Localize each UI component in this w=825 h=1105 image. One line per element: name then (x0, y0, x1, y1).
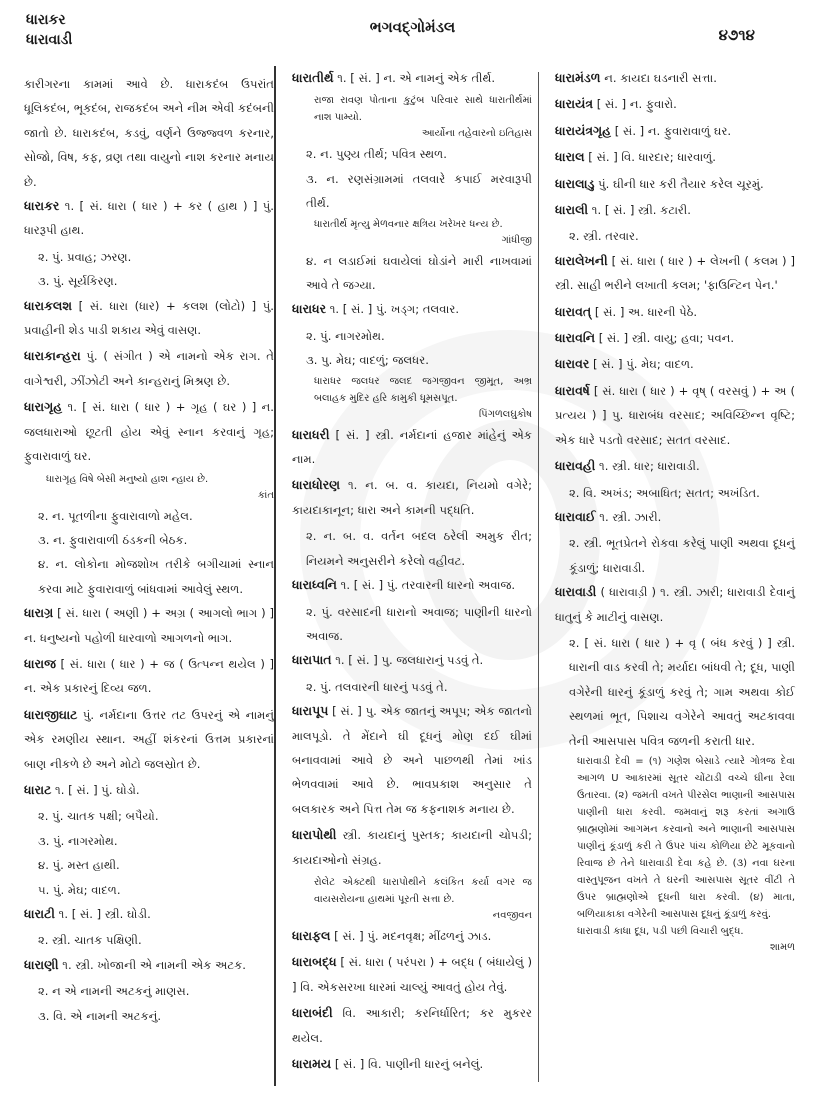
sub-definition: ૩. પું. નાગરમોથ. (38, 833, 118, 848)
dictionary-entry (555, 326, 795, 350)
sub-definition: ૨. પું. ચાતક પક્ષી; બપૈયો. (38, 809, 159, 824)
definition: પું. ઘીની ધાર કરી તૈયાર કરેલ ચૂરમું. (594, 176, 764, 191)
definition: પું. ( સંગીત ) એ નામનો એક રાગ. તે વાગેશ્વરી, ઝીંઝોટી અને કાન્હરાનું મિશ્રણ છે. (24, 349, 274, 388)
dictionary-entry (292, 699, 532, 821)
headword: ધારાધરી (292, 426, 330, 442)
headword: ધારાવહી (555, 458, 596, 474)
dictionary-entry (292, 1052, 532, 1076)
headword: ધારાલ (555, 149, 585, 165)
sub-definition: ૨. ન એ નામની અટકનું માણસ. (38, 984, 190, 999)
dictionary-entry (24, 778, 274, 802)
sub-definition: ૨. ન. પૂતળીના ફુવારાવાળો મહેલ. (38, 508, 193, 523)
headword: ધારાકલશ (24, 297, 73, 313)
dictionary-entry (24, 344, 274, 393)
headword: ધારાલાડુ (555, 175, 595, 191)
dictionary-entry (555, 145, 795, 169)
headword: ધારાકર (24, 198, 60, 214)
sub-definition: ૩. પુ. મેઘ; વાદળું; જલધર. (306, 353, 429, 368)
sub-definition: ૨. પું. નાગરમોથ. (306, 328, 385, 343)
citation-quote: ધારાગૃહ વિષે બેસી મનુષ્યો હાશ ન્હાય છે. (46, 473, 209, 485)
sub-definition: ૨. ન. પુણ્ય તીર્થ; પવિત્ર સ્થળ. (306, 147, 447, 162)
headword: ધારાબદ્ધ (292, 954, 337, 970)
definition: ૧. સ્ત્રી. ખોજાની એ નામની એક અટક. (58, 957, 246, 972)
definition: [ સં. ધારા ( ધાર ) + જ ( ઉત્પન્ન થયેલ ) ] ન. એક પ્રકારનું દિવ્ય જળ. (24, 656, 274, 696)
dictionary-entry (292, 473, 532, 522)
headword: ધારાપૂપ (292, 703, 329, 719)
dictionary-entry (24, 902, 274, 926)
citation-quote: ધારાવાડી દેવી = (૧) ગણેશ બેસાડે ત્યારે ગોત્રજ દેવા આગળ U આકારમાં સૂતર ચોંટાડી વચ્ચે ઘીના રેલા ઉતારવા. (૨) જમતી વખતે પીરસેલ ભાણાની આસપાસ પાણીની ધારા કરવી. જમવાનું શરૂ કરતાં અગાઉ બ્રાહ્મણોમાં આગમન કરવાનો અને ભાણાની આસપાસ પાણીનું કૂંડાળું કરી તે ઉપર પાંચ કોળિયા છેટે મૂકવાનો રિવાજ છે તેને ધારાવાડી દેવા કહે છે. (૩) નવા ઘરના વાસ્તુપૂજન વખતે તે ઘરની આસપાસ સૂતર વીંટી તે ઉપર બ્રાહ્મણોએ દૂધની ધારા કરવી. (૪) માતા, બળિયાકાકા વગેરેની આસપાસ દૂધનું કૂંડાળું કરવું. (577, 755, 795, 920)
column-divider (538, 72, 539, 1082)
sub-definition: ૨. સ્ત્રી. ચાતક પક્ષિણી. (38, 933, 142, 948)
headword: ધારાધોરણ (292, 477, 341, 493)
sub-definition: ૩. વિ. એ નામની અટકનું. (38, 1008, 162, 1023)
citation-quote: રાજા રાવણ પોતાના કુટુંબ પરિવાર સાથે ધારાતીર્થમાં નાશ પામ્યો. (314, 95, 532, 124)
definition: [ સં. ] વિ. પાણીની ધારનું બનેલું. (331, 1057, 484, 1071)
continued-text: કારીગરના કામમાં આવે છે. ધારાકદંબ ઉપરાંત ધૂલિકદંબ, ભૂકદંબ, રાજકદંબ અને નીમ એવી કદંબની જાતો છે. ધારાકદંબ, કડવું, વર્ણને ઉજ્જ્વળ કરનાર, સોજો, વિષ, કફ, વ્રણ તથા વાયુનો નાશ કરનાર મનાય છે. (24, 77, 274, 189)
definition: સ્ત્રી. કાયદાનું પુસ્તક; કાયદાની ચોપડી; કાયદાઓનો સંગ્રહ. (292, 828, 532, 867)
headword: ધારાજ (24, 655, 56, 671)
dictionary-entry (24, 194, 274, 243)
headword: ધારાવાડી (555, 584, 597, 600)
definition: [ સં. ધારા ( પરંપરા ) + બદ્ધ ( બંધાયેલું ) ] વિ. એકસરખા ધારમાં ચાલ્યું આવતું હોય તેવું. (292, 955, 532, 994)
headword: ધારાવાઈ (555, 508, 596, 524)
sub-definition: ૨. વિ. અખંડ; અબાધિત; સતત; અખંડિત. (569, 485, 760, 500)
definition: [ સં. ધારા ( ધાર ) + લેખની ( કલમ ) ] સ્ત્રી. સાહી ભરીને લખાતી કલમ; 'ફાઉન્ટિન પેન.' (555, 253, 795, 293)
definition: [ સં. ] ન. ફુવારો. (593, 97, 677, 112)
headword: ધારાલેખની (555, 252, 608, 268)
definition: ૧. સ્ત્રી. ઝારી. (595, 509, 662, 524)
sub-definition: ૩. પું. સૂર્યકિરણ. (38, 274, 118, 289)
headword: ધારામય (292, 1056, 332, 1071)
citation-source: ગાંધીજી (501, 234, 532, 246)
dictionary-entry (555, 454, 795, 478)
headword: ધારાગ્ર (24, 605, 54, 621)
citation-quote: રોલેટ એક્ટથી ધારાપોથીને કલંકિત કર્યા વગર જ વાયસરોયના હાથમાં પૂરતી સત્તા છે. (314, 876, 532, 905)
citation-source: આર્યોના તહેવારનો ઇતિહાસ (421, 128, 532, 140)
citation-source: કાંત (257, 489, 274, 501)
dictionary-entry (24, 395, 274, 468)
headword: ધારાલી (555, 202, 589, 218)
headword: ધારાવનિ (555, 330, 596, 346)
citation-quote: ધારાધર જલધર જલદ જગજીવન જીમૂત, અભ્ર બલાહક મુદિર હરિ કામુકી ધૂમસપૂત. (314, 375, 532, 404)
definition: [ સં. ધારા ( ધાર ) + વૃષ્ ( વરસવું ) + અ ( પ્રત્યય ) ] પુ. ધારાબંધ વરસાદ; અવિચ્છિન્ન વૃષ્ટિ; એક ધારે પડતો વરસાદ; સતત વરસાદ. (555, 383, 795, 447)
page-title: ભગવદ્ગોમંડલ (369, 18, 456, 36)
headword: ધારાજીઘાટ (24, 706, 78, 722)
dictionary-entry (555, 379, 795, 452)
dictionary-entry (24, 294, 274, 343)
dictionary-entry (292, 423, 532, 472)
column-1 (24, 72, 274, 1028)
sub-definition: ૩. ન. રણસંગ્રામમાં તલવારે કપાઈ મરવારૂપી તીર્થ. (306, 171, 532, 211)
sub-definition: ૪. ન લડાઈમાં ઘવાયેલાં ઘોડાંને મારી નાખવામાં આવે તે જગ્યા. (306, 253, 532, 293)
dictionary-entry (555, 119, 795, 143)
column-divider (274, 66, 276, 1086)
citation-source: નવજીવન (492, 909, 532, 921)
sub-definition: ૪. પું. મસ્ત હાથી. (38, 858, 120, 873)
citation-quote: ધારાવાડી કાધા દૂધ, પડી પછી વિચારી બુદ્ધ. (577, 925, 744, 937)
dictionary-entry (292, 1001, 532, 1050)
definition: ૧. સ્ત્રી. ધાર; ધારાવાડી. (595, 459, 700, 474)
headword: ધારાટ (24, 781, 52, 797)
guide-word-last: ધારાવાડી (26, 32, 73, 48)
definition: [ સં. ] વિ. ધારદાર; ધારવાળું. (584, 150, 716, 165)
headword: ધારાપોથી (292, 827, 337, 843)
definition: ૧. [ સં. ] સ્ત્રી. ઘોડી. (54, 907, 151, 921)
definition: ૧. ન. બ. વ. કાયદા, નિયમો વગેરે; કાયદાકાનૂન; ધારા અને કામની પદ્ધતિ. (292, 478, 532, 517)
dictionary-entry (555, 66, 795, 90)
headword: ધારાધ્વનિ (292, 577, 337, 593)
headword: ધારાપાત (292, 652, 332, 668)
sub-definition: ૨. સ્ત્રી. તરવાર. (569, 229, 639, 244)
headword: ધારાતીર્થ (292, 70, 334, 85)
headword: ધારાટી (24, 906, 55, 921)
definition: [ સં. ] પું. મેઘ; વાદળ. (589, 357, 694, 372)
headword: ધારાણી (24, 956, 59, 972)
column-2 (292, 66, 532, 1078)
definition: પું. નર્મદાના ઉત્તર તટ ઉપરનું એ નામનું એક રમણીય સ્થાન. અહીં શંકરનાં ઉત્તમ પ્રકારનાં બાણ નીકળે છે અને મોટો જલસ્રોત છે. (24, 707, 274, 771)
dictionary-entry (555, 172, 795, 196)
sub-definition: ૨. પું. વરસાદની ધારાનો અવાજ; પાણીની ધારનો અવાજ. (306, 604, 532, 643)
dictionary-entry (24, 601, 274, 650)
headword: ધારાધર (292, 301, 327, 317)
headword: ધારાયંત્ર (555, 96, 594, 112)
definition: ૧. [ સં. ] સ્ત્રી. કટારી. (588, 203, 691, 218)
headword: ધારાયંત્રગૃહ (555, 122, 612, 138)
definition: [ સં. ] પું. મદનવૃક્ષ; મીંઢળનું ઝાડ. (330, 928, 492, 943)
definition: ( ધારાવાડ઼ી ) ૧. સ્ત્રી. ઝારી; ધારાવાડી દેવાનું ધાતુનું કે માટીનું વાસણ. (555, 585, 795, 624)
definition: [ સં. ] સ્ત્રી. વાયુ; હવા; પવન. (595, 331, 735, 346)
citation-source: પિંગળલઘુકોષ (478, 408, 532, 420)
dictionary-entry (292, 648, 532, 672)
definition: [ સં. ધારા ( અણી ) + અગ્ર ( આગલો ભાગ ) ] ન. ધનુષ્યનો પહોળી ધારવાળો આગળનો ભાગ. (24, 606, 274, 645)
dictionary-entry (292, 573, 532, 597)
headword: ધારાવર્ષ (555, 382, 590, 398)
headword: ધારાવત્ (555, 303, 592, 319)
headword: ધારાવર (555, 356, 590, 372)
dictionary-entry (292, 823, 532, 872)
sub-definition: ૨. [ સં. ધારા ( ધાર ) + વૃ ( બંધ કરવું ) ] સ્ત્રી. ધારાની વાડ કરવી તે; મર્યાદા બાંધવી તે; દૂધ, પાણી વગેરેની ધારનું કૂંડાળું કરવું તે; ગામ અથવા કોઈ સ્થળમાં ભૂત, પિશાચ વગેરેને આવતું અટકાવવા તેની આસપાસ પવિત્ર જળની કરાતી ધાર. (569, 635, 795, 748)
definition: ૧. [ સં. ] ન. એ નામનું એક તીર્થ. (333, 71, 496, 85)
dictionary-entry (555, 580, 795, 629)
dictionary-entry (555, 300, 795, 324)
headword: ધારાબંદી (292, 1005, 333, 1021)
dictionary-entry (292, 924, 532, 948)
definition: વિ. આકારી; કરનિર્ધારિત; કર મુકરર થયેલ. (292, 1006, 532, 1045)
dictionary-entry (555, 352, 795, 376)
definition: ૧. [ સં. ] પું. ઘોડો. (51, 782, 140, 797)
definition: [ સં. ] પુ. એક જાતનું અપૂપ; એક જાતનો માલપૂડો. તે મેંદાને ઘી દૂધનું મોણ દઈ ઘીમાં બનાવવામાં આવે છે અને પાછળથી તેમાં ખાંડ ભેળવવામાં આવે છે. ભાવપ્રકાશ અનુસાર તે બલકારક અને પિત્ત તેમ જ કફનાશક મનાય છે. (292, 704, 532, 816)
definition: ન. કાયદા ઘડનારી સત્તા. (600, 71, 717, 85)
definition: ૧. [ સં. ધારા ( ધાર ) + કર ( હાથ ) ] પું. ધારરૂપી હાથ. (24, 199, 274, 238)
headword: ધારાકાન્હરા (24, 348, 81, 364)
dictionary-entry (555, 249, 795, 298)
citation-quote: ધારાતીર્થ મૃત્યુ મેળવનાર ક્ષત્રિય ખરેખર ધન્ય છે. (314, 218, 503, 230)
dictionary-entry (24, 953, 274, 977)
definition: [ સં. ] ન. ફુવારાવાળું ઘર. (611, 123, 732, 138)
dictionary-entry (292, 950, 532, 999)
definition: [ સં. ] અ. ધારની પેઠે. (591, 304, 698, 319)
definition: [ સં. ] સ્ત્રી. નર્મદાનાં હજાર માંહેનું એક નામ. (292, 427, 532, 467)
dictionary-entry (292, 297, 532, 321)
headword: ધારામંડળ (555, 70, 601, 85)
dictionary-entry (555, 505, 795, 529)
dictionary-entry (555, 198, 795, 222)
definition: ૧. [ સં. ધારા ( ધાર ) + ગૃહ ( ઘર ) ] ન. જલધારાઓ છૂટતી હોય એવું સ્નાન કરવાનું ગૃહ; ફુવારાવાળું ઘર. (24, 400, 274, 464)
column-3 (555, 66, 795, 956)
dictionary-entry (24, 652, 274, 701)
headword: ધારાગૃહ (24, 399, 63, 415)
headword: ધારાફલ (292, 927, 331, 943)
sub-definition: ૩. ન. ફુવારાવાળી ઠંડકની બેઠક. (38, 532, 188, 547)
citation-source: શામળ (769, 941, 795, 953)
sub-definition: ૫. પું. મેઘ; વાદળ. (38, 882, 121, 897)
definition: [ સં. ધારા (ધાર) + કલશ (લોટો) ] પું. પ્રવાહીની શેડ પાડી શકાય એવું વાસણ. (24, 298, 274, 338)
definition: ૧. [ સં. ] પું. ખડ્ગ; તલવાર. (326, 302, 460, 317)
sub-definition: ૨. પું. તલવારની ધારનું પડવું તે. (306, 679, 448, 694)
dictionary-entry (24, 703, 274, 776)
sub-definition: ૨. પું. પ્રવાહ; ઝરણ. (38, 249, 132, 264)
dictionary-entry (292, 66, 532, 90)
page-number: ૪૭૧૪ (718, 26, 755, 44)
dictionary-entry (555, 92, 795, 116)
guide-word-first: ધારાકર (26, 12, 66, 28)
definition: ૧. [ સં. ] પુ. જલધારાનું પડવું તે. (331, 653, 484, 668)
sub-definition: ૨. સ્ત્રી. ભૂતપ્રેતને રોકવા કરેલું પાણી અથવા દૂધનું કૂંડાળું; ધારાવાડી. (569, 536, 795, 575)
sub-definition: ૪. ન. લોકોના મોજશોખ તરીકે બગીચામાં સ્નાન કરવા માટે ફુવારાવાળું બાંધવામાં આવેલું સ્થળ. (38, 557, 274, 596)
definition: ૧. [ સં. ] પું. તરવારની ધારનો અવાજ. (336, 578, 516, 593)
sub-definition: ૨. ન. બ. વ. વર્તન બદલ ઠરેલી અમુક રીત; નિયમને અનુસરીને કરેલો વહીવટ. (306, 529, 532, 568)
